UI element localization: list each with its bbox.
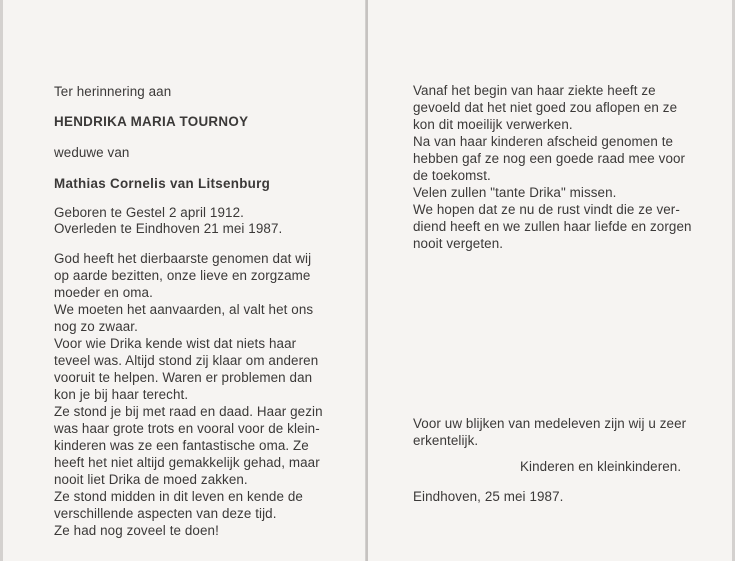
memorial-text: God heeft het dierbaarste genomen dat wij op aarde bezitten, onze lieve en zorgzame moeder en oma. We moeten het aanvaarden, al valt het ons nog zo zwaar. Voor wie Drika kende wist dat niets haar teveel was. Altijd stond zij klaar om anderen vooruit te helpen. Waren er problemen dan kon je bij haar terecht. Ze stond je bij met raad en daad. Haar gezin was haar grote trots en vooral voor de klein- kinderen was ze een fantastische oma. Ze heeft het niet altijd gemakkelijk gehad, maar nooit liet Drika de moed zakken. Ze stond midden in dit leven en kende de verschillende aspecten van deze tijd. Ze had nog zoveel te doen! [54, 251, 323, 538]
page-edge [0, 0, 3, 561]
husband-name: Mathias Cornelis van Litsenburg [54, 176, 271, 191]
birth-line: Geboren te Gestel 2 april 1912. [54, 205, 244, 220]
deceased-name: HENDRIKA MARIA TOURNOY [54, 114, 249, 129]
illness-text: Vanaf het begin van haar ziekte heeft ze gevoeld dat het niet goed zou aflopen en ze kon dit moeilijk verwerken. Na van haar kinderen afscheid genomen te hebben gaf ze nog een goede raad mee voor de toekomst. Velen zullen "tante Drika" missen. We hopen dat ze nu de rust vindt die ze ver- diend heeft en we zullen haar liefde en zorgen nooit vergeten. [413, 83, 692, 251]
right-page [368, 0, 735, 561]
widow-of-text: weduwe van [54, 145, 130, 160]
death-line: Overleden te Eindhoven 21 mei 1987. [54, 221, 283, 236]
place-date-text: Eindhoven, 25 mei 1987. [413, 489, 564, 504]
intro-text: Ter herinnering aan [54, 84, 172, 99]
thanks-text: Voor uw blijken van medeleven zijn wij u zeer erkentelijk. [413, 416, 687, 448]
signature-text: Kinderen en kleinkinderen. [520, 459, 682, 474]
left-page [0, 0, 366, 561]
